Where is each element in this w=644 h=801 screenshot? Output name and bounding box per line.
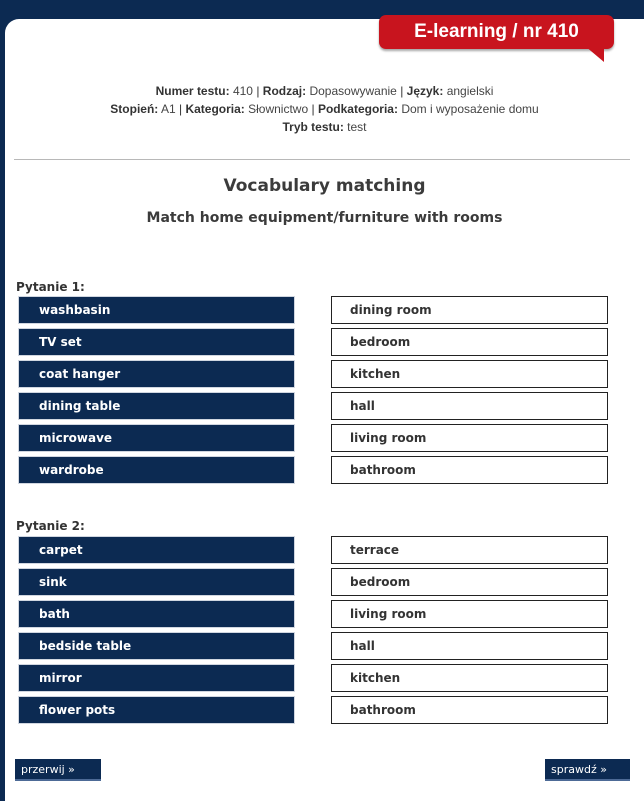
meta-label: Kategoria:	[185, 102, 245, 116]
match-item[interactable]: bath	[18, 600, 295, 628]
match-item[interactable]: TV set	[18, 328, 295, 356]
meta-value: Dopasowywanie	[309, 84, 397, 98]
match-target[interactable]: bedroom	[331, 568, 608, 596]
match-item[interactable]: microwave	[18, 424, 295, 452]
match-target[interactable]: bathroom	[331, 696, 608, 724]
match-item[interactable]: sink	[18, 568, 295, 596]
match-item[interactable]: dining table	[18, 392, 295, 420]
match-item[interactable]: wardrobe	[18, 456, 295, 484]
question-2-items	[18, 536, 295, 728]
meta-label: Tryb testu:	[282, 120, 344, 134]
match-target[interactable]: terrace	[331, 536, 608, 564]
match-target[interactable]: kitchen	[331, 360, 608, 388]
match-target[interactable]: kitchen	[331, 664, 608, 692]
meta-value: 410	[232, 84, 253, 98]
question-1-targets	[331, 296, 608, 488]
meta-value: angielski	[446, 84, 494, 98]
match-item[interactable]: mirror	[18, 664, 295, 692]
meta-line-1: Numer testu: 410 | Rodzaj: Dopasowywanie | Język: angielski	[155, 84, 494, 98]
page-title: Vocabulary matching	[223, 176, 426, 196]
question-label: Pytanie 1:	[16, 280, 85, 294]
test-badge-label: E-learning / nr 410	[414, 21, 579, 42]
check-button[interactable]: sprawdź »	[545, 759, 630, 781]
page-subtitle: Match home equipment/furniture with rooms	[146, 210, 503, 226]
meta-value: Dom i wyposażenie domu	[401, 102, 539, 116]
match-item[interactable]: coat hanger	[18, 360, 295, 388]
meta-label: Stopień:	[110, 102, 159, 116]
question-2-targets	[331, 536, 608, 728]
meta-value: Słownictwo	[248, 102, 309, 116]
match-target[interactable]: living room	[331, 600, 608, 628]
match-target[interactable]: bedroom	[331, 328, 608, 356]
match-target[interactable]: hall	[331, 632, 608, 660]
meta-label: Podkategoria:	[317, 102, 398, 116]
question-1-items	[18, 296, 295, 488]
match-target[interactable]: bathroom	[331, 456, 608, 484]
match-target[interactable]: living room	[331, 424, 608, 452]
meta-value: A1	[160, 102, 176, 116]
match-target[interactable]: hall	[331, 392, 608, 420]
meta-label: Rodzaj:	[262, 84, 307, 98]
meta-label: Język:	[406, 84, 444, 98]
interrupt-button[interactable]: przerwij »	[15, 759, 101, 781]
match-target[interactable]: dining room	[331, 296, 608, 324]
meta-line-3	[5, 118, 644, 136]
question-label: Pytanie 2:	[16, 519, 85, 533]
match-item[interactable]: bedside table	[18, 632, 295, 660]
meta-label: Numer testu:	[155, 84, 230, 98]
match-item[interactable]: flower pots	[18, 696, 295, 724]
match-item[interactable]: carpet	[18, 536, 295, 564]
match-item[interactable]: washbasin	[18, 296, 295, 324]
meta-line-2: Stopień: A1 | Kategoria: Słownictwo | Podkategoria: Dom i wyposażenie domu	[110, 102, 539, 116]
test-meta	[5, 82, 644, 136]
divider	[14, 159, 630, 160]
meta-value: test	[347, 120, 367, 134]
